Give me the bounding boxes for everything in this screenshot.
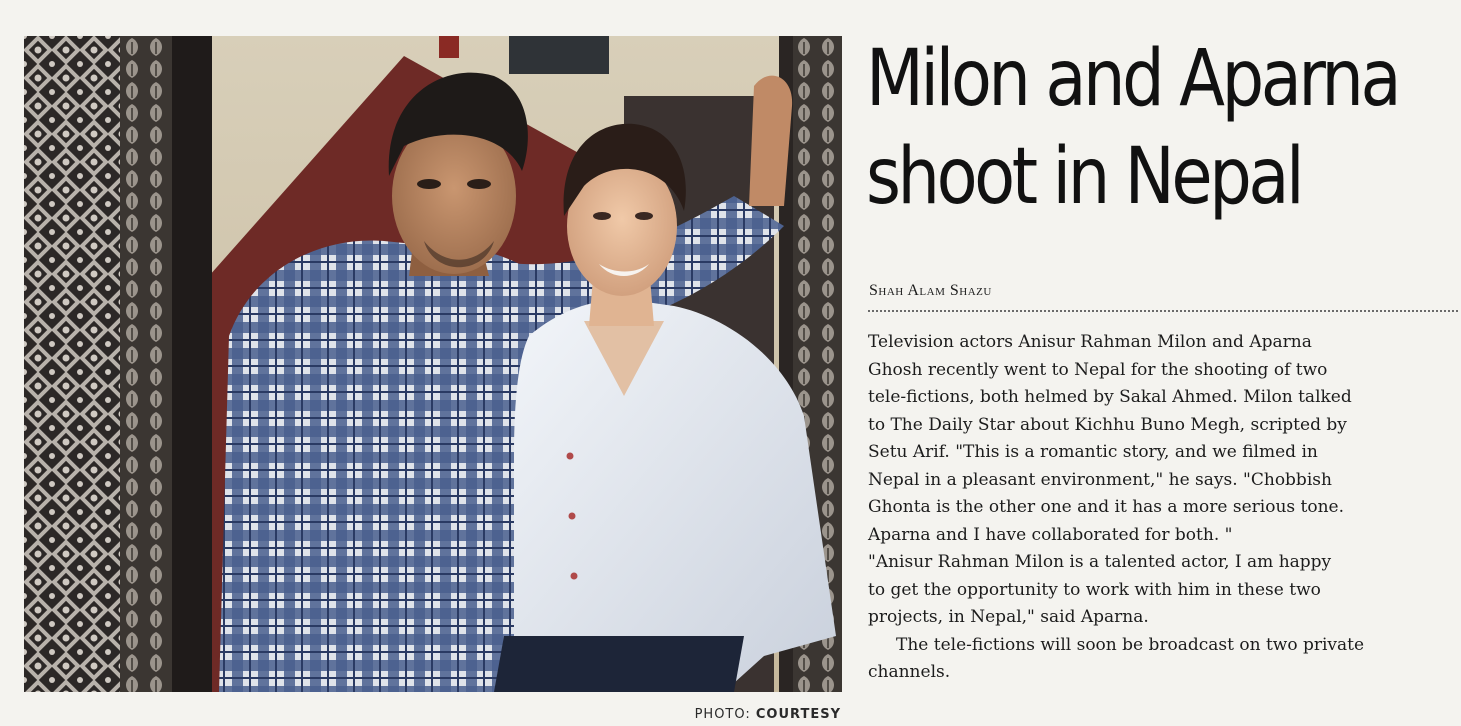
article-line: Television actors Anisur Rahman Milon and Aparna — [868, 332, 1312, 352]
article-line: Ghosh recently went to Nepal for the shooting of two — [868, 359, 1328, 380]
article-line: projects, in Nepal," said Aparna. — [868, 607, 1149, 627]
article-line: to get the opportunity to work with him in these two — [868, 579, 1321, 600]
headline-line-2: shoot in Nepal — [866, 132, 1302, 222]
article-line: Ghonta is the other one and it has a more serious tone. — [868, 497, 1345, 517]
article-line: to The Daily Star about Kichhu Buno Megh, scripted by — [868, 414, 1347, 435]
article-line: channels. — [868, 662, 951, 682]
article-body — [868, 329, 1458, 687]
article-line: Aparna and I have collaborated for both. " — [868, 524, 1233, 545]
photo-credit-value: COURTESY — [755, 707, 841, 722]
article-headline — [866, 30, 1399, 226]
article-line: Setu Arif. "This is a romantic story, and we filmed in — [868, 442, 1318, 462]
headline-line-1: Milon and Aparna — [866, 34, 1399, 124]
photo-credit-label: PHOTO: — [694, 707, 756, 722]
article-paragraph-1 — [868, 329, 1458, 549]
byline-divider — [868, 310, 1458, 312]
article-line: Nepal in a pleasant environment," he says. "Chobbish — [868, 469, 1332, 490]
article-byline: Shah Alam Shazu — [869, 282, 992, 299]
article-line: "Anisur Rahman Milon is a talented actor, I am happy — [868, 552, 1332, 572]
article-photo — [24, 36, 842, 692]
article-line: The tele-fictions will soon be broadcast on two private — [896, 634, 1365, 655]
article-paragraph-3 — [868, 632, 1458, 687]
article-paragraph-2 — [868, 549, 1458, 632]
photo-credit — [695, 707, 841, 722]
article-line: tele-fictions, both helmed by Sakal Ahmed. Milon talked — [868, 387, 1352, 407]
portrait-photo-icon — [24, 36, 842, 692]
